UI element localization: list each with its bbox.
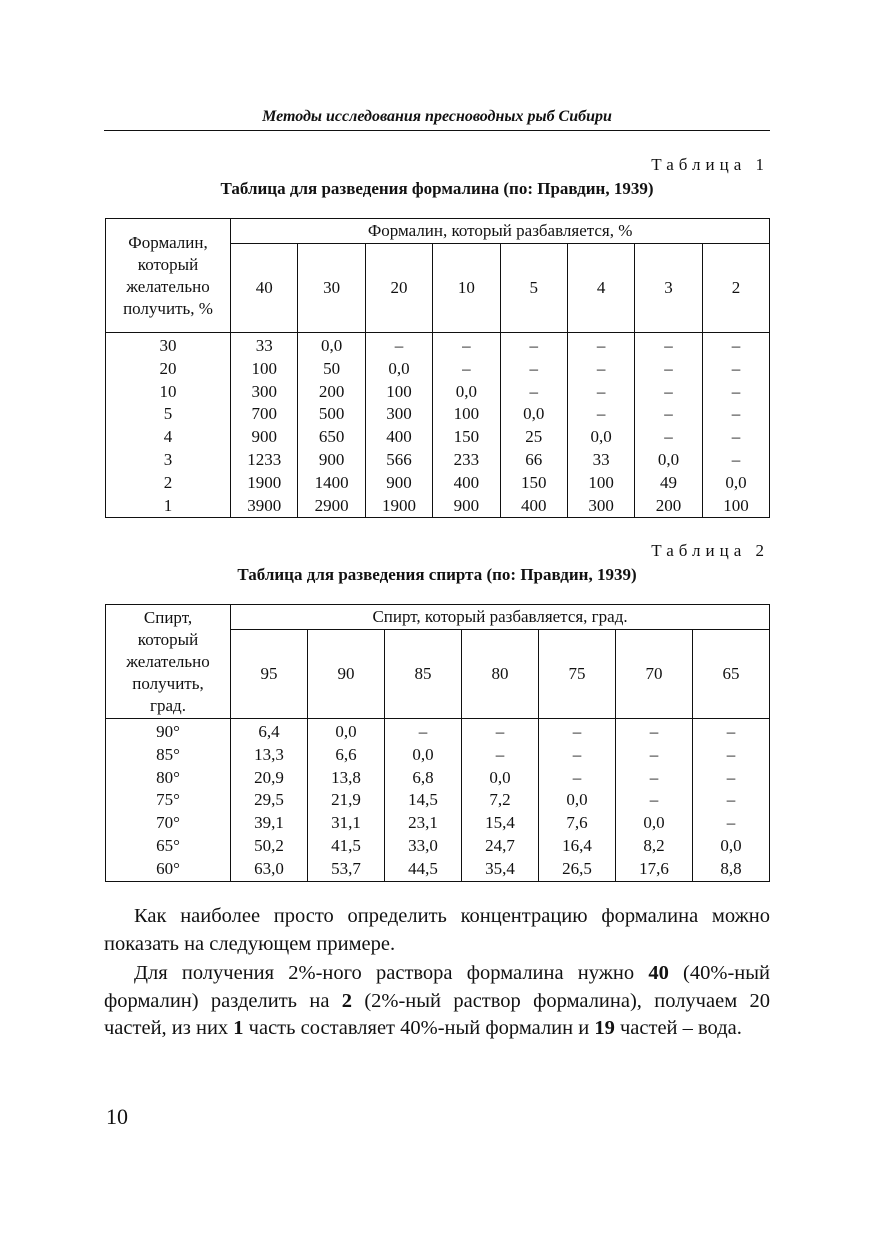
table1-cell: – bbox=[567, 333, 634, 358]
table1-cell: 300 bbox=[365, 403, 432, 426]
table1-column-header: 5 bbox=[500, 244, 567, 333]
table1-row bbox=[106, 333, 770, 358]
table2-row-label: 65° bbox=[106, 835, 231, 858]
table2-cell: 33,0 bbox=[385, 835, 462, 858]
table1-cell: – bbox=[567, 358, 634, 381]
table1-cell: 100 bbox=[365, 381, 432, 404]
table1-cell: 100 bbox=[433, 403, 500, 426]
table2-cell: 24,7 bbox=[462, 835, 539, 858]
table1-row bbox=[106, 495, 770, 518]
table2-row-label: 60° bbox=[106, 858, 231, 881]
table2-cell: – bbox=[539, 719, 616, 744]
table1-cell: 0,0 bbox=[365, 358, 432, 381]
table2-cell: 14,5 bbox=[385, 789, 462, 812]
table2-cell: 21,9 bbox=[308, 789, 385, 812]
table1-cell: 50 bbox=[298, 358, 365, 381]
table1-cell: – bbox=[702, 403, 770, 426]
table2-cell: – bbox=[693, 744, 770, 767]
table2-row bbox=[106, 858, 770, 881]
table1-cell: 33 bbox=[231, 333, 298, 358]
table2-row bbox=[106, 835, 770, 858]
table2-cell: 16,4 bbox=[539, 835, 616, 858]
table2-label: Таблица 2 bbox=[651, 541, 769, 560]
table2-column-header: 70 bbox=[616, 630, 693, 719]
table2-cell: – bbox=[462, 744, 539, 767]
table2-cell: 13,8 bbox=[308, 767, 385, 790]
table1-cell: – bbox=[702, 449, 770, 472]
table1-row-label: 30 bbox=[106, 333, 231, 358]
table1-cell: – bbox=[635, 403, 702, 426]
table2-row bbox=[106, 789, 770, 812]
table1-cell: 1900 bbox=[231, 472, 298, 495]
table1-row bbox=[106, 449, 770, 472]
table2-row-label: 85° bbox=[106, 744, 231, 767]
table2-cell: – bbox=[616, 719, 693, 744]
table1-row bbox=[106, 403, 770, 426]
table1-cell: – bbox=[635, 333, 702, 358]
table2-cell: 8,2 bbox=[616, 835, 693, 858]
table2-cell: 63,0 bbox=[231, 858, 308, 881]
table2-row bbox=[106, 812, 770, 835]
table1-cell: – bbox=[500, 358, 567, 381]
table1-column-header: 30 bbox=[298, 244, 365, 333]
table2-cell: 20,9 bbox=[231, 767, 308, 790]
table1-row-label: 1 bbox=[106, 495, 231, 518]
table2-title: Таблица для разведения спирта (по: Правдин, 1939) bbox=[237, 565, 637, 584]
table1-column-header: 10 bbox=[433, 244, 500, 333]
table2-cell: 0,0 bbox=[308, 719, 385, 744]
table2-cell: 0,0 bbox=[539, 789, 616, 812]
table1-row-label: 20 bbox=[106, 358, 231, 381]
table2-row-label: 70° bbox=[106, 812, 231, 835]
table1-cell: 0,0 bbox=[567, 426, 634, 449]
table1-cell: 400 bbox=[500, 495, 567, 518]
table2-column-header: 95 bbox=[231, 630, 308, 719]
table1-cell: – bbox=[365, 333, 432, 358]
table2-cell: – bbox=[693, 767, 770, 790]
table1-cell: 700 bbox=[231, 403, 298, 426]
table1-cell: 900 bbox=[231, 426, 298, 449]
table2-cell: 44,5 bbox=[385, 858, 462, 881]
table2-cell: 7,6 bbox=[539, 812, 616, 835]
table1-row-label: 10 bbox=[106, 381, 231, 404]
table1-column-header: 40 bbox=[231, 244, 298, 333]
table1-column-header: 4 bbox=[567, 244, 634, 333]
table2-cell: 6,6 bbox=[308, 744, 385, 767]
table1-cell: 3900 bbox=[231, 495, 298, 518]
table2 bbox=[105, 604, 770, 882]
table1-column-header: 2 bbox=[702, 244, 770, 333]
table2-row-label: 75° bbox=[106, 789, 231, 812]
table2-cell: – bbox=[616, 767, 693, 790]
table2-cell: – bbox=[616, 744, 693, 767]
table1-cell: 2900 bbox=[298, 495, 365, 518]
table2-cell: 50,2 bbox=[231, 835, 308, 858]
table1-row-label: 4 bbox=[106, 426, 231, 449]
table1-cell: 100 bbox=[567, 472, 634, 495]
table1-cell: 400 bbox=[433, 472, 500, 495]
table1-cell: 200 bbox=[635, 495, 702, 518]
table1-stub-header: Формалин, который желательно получить, % bbox=[106, 219, 231, 333]
table1-cell: 200 bbox=[298, 381, 365, 404]
table1-label: Таблица 1 bbox=[651, 155, 769, 174]
table1-cell: 1400 bbox=[298, 472, 365, 495]
table2-cell: 15,4 bbox=[462, 812, 539, 835]
table2-cell: 41,5 bbox=[308, 835, 385, 858]
table1-cell: 233 bbox=[433, 449, 500, 472]
table2-cell: – bbox=[693, 789, 770, 812]
table2-cell: 0,0 bbox=[616, 812, 693, 835]
table2-cell: 29,5 bbox=[231, 789, 308, 812]
table1-row-label: 2 bbox=[106, 472, 231, 495]
table1-cell: – bbox=[702, 358, 770, 381]
table1-cell: 900 bbox=[365, 472, 432, 495]
table1-cell: 650 bbox=[298, 426, 365, 449]
table2-cell: – bbox=[539, 744, 616, 767]
table2-cell: 23,1 bbox=[385, 812, 462, 835]
table1-cell: 33 bbox=[567, 449, 634, 472]
table2-cell: – bbox=[539, 767, 616, 790]
table1-cell: 100 bbox=[702, 495, 770, 518]
table1-cell: – bbox=[500, 381, 567, 404]
table1-cell: 0,0 bbox=[635, 449, 702, 472]
table2-cell: 17,6 bbox=[616, 858, 693, 881]
table2-cell: 13,3 bbox=[231, 744, 308, 767]
table1-cell: 49 bbox=[635, 472, 702, 495]
table2-row-label: 90° bbox=[106, 719, 231, 744]
table1-column-header: 3 bbox=[635, 244, 702, 333]
table2-cell: – bbox=[462, 719, 539, 744]
table2-row bbox=[106, 767, 770, 790]
table1-cell: 0,0 bbox=[433, 381, 500, 404]
table1-cell: 25 bbox=[500, 426, 567, 449]
table1-cell: 1900 bbox=[365, 495, 432, 518]
table2-column-header: 65 bbox=[693, 630, 770, 719]
table1-row bbox=[106, 358, 770, 381]
table1-row bbox=[106, 381, 770, 404]
table1-span-header: Формалин, который разбавляется, % bbox=[231, 219, 770, 244]
table2-column-header: 85 bbox=[385, 630, 462, 719]
table2-column-header: 75 bbox=[539, 630, 616, 719]
table2-cell: 35,4 bbox=[462, 858, 539, 881]
table2-row-label: 80° bbox=[106, 767, 231, 790]
table1 bbox=[105, 218, 770, 518]
table2-span-header: Спирт, который разбавляется, град. bbox=[231, 605, 770, 630]
table2-column-header: 90 bbox=[308, 630, 385, 719]
table2-cell: 39,1 bbox=[231, 812, 308, 835]
table1-row bbox=[106, 426, 770, 449]
table1-cell: 400 bbox=[365, 426, 432, 449]
table2-cell: 6,8 bbox=[385, 767, 462, 790]
table2-cell: – bbox=[693, 719, 770, 744]
table1-cell: 1233 bbox=[231, 449, 298, 472]
table1-cell: – bbox=[635, 358, 702, 381]
table1-cell: – bbox=[433, 333, 500, 358]
table1-row bbox=[106, 472, 770, 495]
paragraph-2: Для получения 2%-ного раствора формалина нужно 40 (40%-ный формалин) разделить на 2 (2%-ный раствор формалина), получаем 20 частей, из них 1 часть составляет 40%-ный формалин и 19 частей – вода. bbox=[104, 962, 770, 1039]
table1-cell: – bbox=[567, 403, 634, 426]
table1-cell: – bbox=[635, 381, 702, 404]
table1-cell: 150 bbox=[433, 426, 500, 449]
table2-cell: – bbox=[693, 812, 770, 835]
page-number: 10 bbox=[106, 1104, 128, 1129]
table1-cell: – bbox=[433, 358, 500, 381]
running-head: Методы исследования пресноводных рыб Сибири bbox=[262, 108, 612, 125]
table2-cell: 53,7 bbox=[308, 858, 385, 881]
table2-cell: 26,5 bbox=[539, 858, 616, 881]
table1-cell: 0,0 bbox=[298, 333, 365, 358]
table1-cell: – bbox=[500, 333, 567, 358]
table1-cell: 66 bbox=[500, 449, 567, 472]
table1-cell: 500 bbox=[298, 403, 365, 426]
table1-cell: – bbox=[635, 426, 702, 449]
table1-row-label: 3 bbox=[106, 449, 231, 472]
table2-cell: 7,2 bbox=[462, 789, 539, 812]
paragraph-1: Как наиболее просто определить концентрацию формалина можно показать на следующем примере. bbox=[104, 905, 770, 955]
table2-cell: – bbox=[616, 789, 693, 812]
table1-cell: 900 bbox=[433, 495, 500, 518]
table2-row bbox=[106, 719, 770, 744]
table1-cell: 566 bbox=[365, 449, 432, 472]
table1-cell: 900 bbox=[298, 449, 365, 472]
table2-cell: – bbox=[385, 719, 462, 744]
table2-cell: 0,0 bbox=[693, 835, 770, 858]
table1-cell: 100 bbox=[231, 358, 298, 381]
table1-cell: – bbox=[567, 381, 634, 404]
table2-column-header: 80 bbox=[462, 630, 539, 719]
table1-cell: 150 bbox=[500, 472, 567, 495]
table2-cell: 0,0 bbox=[385, 744, 462, 767]
header-rule bbox=[104, 130, 770, 131]
table1-cell: – bbox=[702, 381, 770, 404]
table2-cell: 8,8 bbox=[693, 858, 770, 881]
table2-cell: 0,0 bbox=[462, 767, 539, 790]
table2-cell: 6,4 bbox=[231, 719, 308, 744]
table2-row bbox=[106, 744, 770, 767]
table1-column-header: 20 bbox=[365, 244, 432, 333]
table1-cell: – bbox=[702, 426, 770, 449]
table1-cell: 0,0 bbox=[500, 403, 567, 426]
table1-row-label: 5 bbox=[106, 403, 231, 426]
table2-stub-header: Спирт, который желательно получить, град. bbox=[106, 605, 231, 719]
table2-cell: 31,1 bbox=[308, 812, 385, 835]
table1-title: Таблица для разведения формалина (по: Правдин, 1939) bbox=[220, 179, 654, 198]
table1-cell: 300 bbox=[231, 381, 298, 404]
table1-cell: – bbox=[702, 333, 770, 358]
table1-cell: 300 bbox=[567, 495, 634, 518]
table1-cell: 0,0 bbox=[702, 472, 770, 495]
